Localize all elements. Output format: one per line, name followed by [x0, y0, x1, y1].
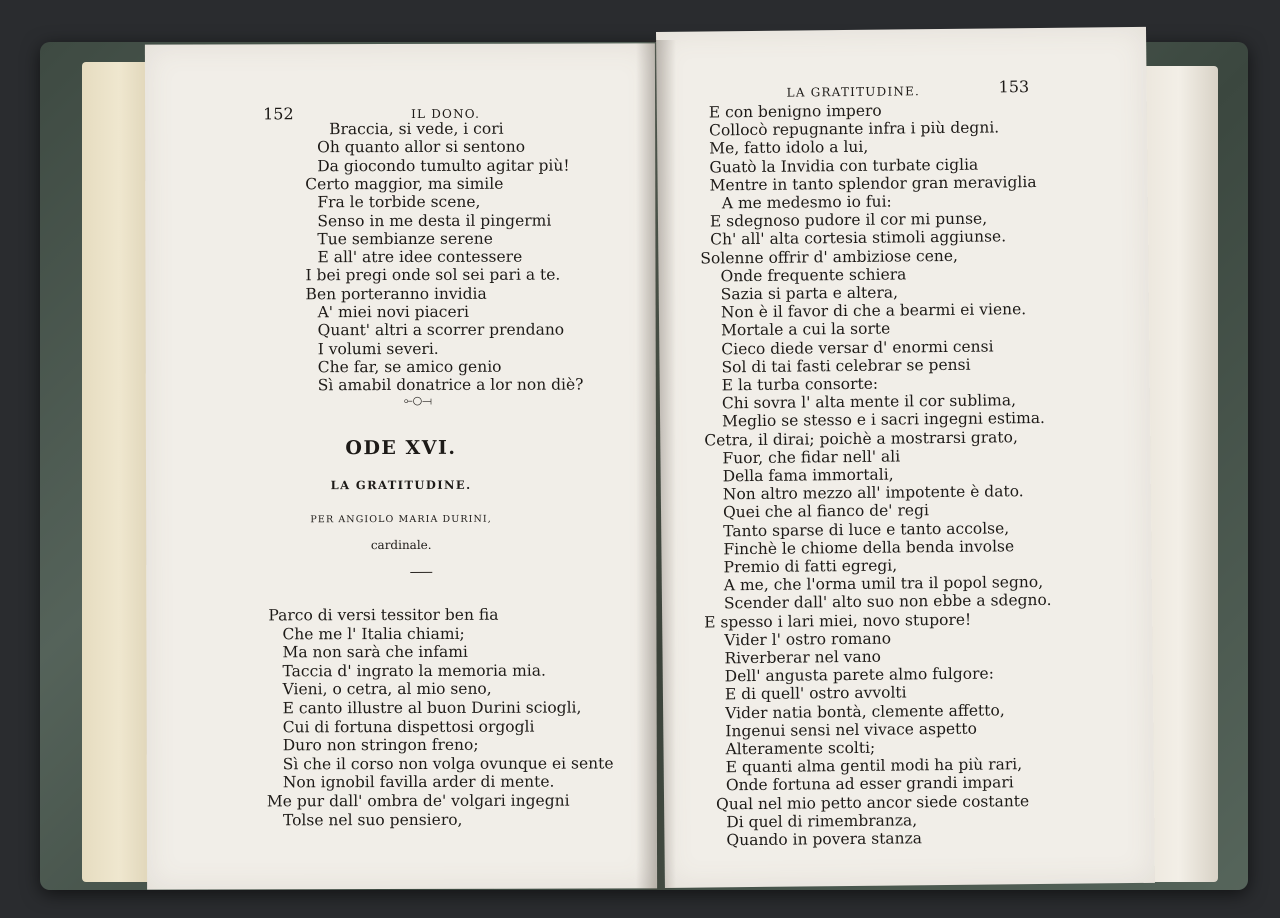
verse-line: Ingenui sensi nel vivace aspetto — [725, 719, 978, 741]
verse-line: Sazia si parta e altera, — [720, 283, 899, 304]
verse-line: Collocò repugnante infra i più degni. — [708, 118, 1000, 140]
verse-line: Me pur dall' ombra de' volgari ingegni — [266, 791, 570, 811]
verse-line: Me, fatto idolo a lui, — [709, 138, 869, 158]
verse-line: E sdegnoso pudore il cor mi punse, — [709, 209, 988, 231]
verse-line: Mentre in tanto splendor gran meraviglia — [709, 172, 1037, 195]
verse-line: Chi sovra l' alta mente il cor sublima, — [721, 391, 1017, 413]
verse-line: A' miei novi piaceri — [317, 302, 470, 322]
verse-line: A me medesmo io fui: — [721, 192, 892, 213]
verse-line: Finchè le chiome della benda involse — [723, 537, 1015, 559]
verse-line: Di quel di rimembranza, — [726, 811, 918, 832]
verse-line: Vider l' ostro romano — [724, 629, 892, 650]
verse-line: Ben porteranno invidia — [305, 284, 487, 303]
verse-line: Taccia d' ingrato la memoria mia. — [282, 661, 546, 681]
running-head: LA GRATITUDINE. — [786, 84, 921, 100]
right-page — [656, 27, 1155, 888]
verse-line: Non è il favor di che a bearmi ei viene. — [720, 300, 1027, 322]
verse-line: Non ignobil favilla arder di mente. — [282, 772, 555, 792]
verse-line: Fuor, che fidar nell' ali — [722, 447, 901, 468]
verse-line: Qual nel mio petto ancor siede costante — [715, 791, 1030, 814]
verse-line: Braccia, si vede, i cori — [329, 119, 504, 139]
verse-line: A me, che l'orma umil tra il popol segno, — [723, 573, 1044, 595]
verse-line: Dell' angusta parete almo fulgore: — [724, 664, 994, 686]
verse-line: Da giocondo tumulto agitar più! — [317, 156, 570, 175]
verse-line: Senso in me desta il pingermi — [317, 211, 552, 230]
verse-line: Tolse nel suo pensiero, — [282, 810, 463, 829]
verse-line: Onde fortuna ad esser grandi impari — [725, 773, 1014, 795]
verse-line: Parco di versi tessitor ben fia — [268, 605, 499, 625]
ornament-divider: ⟜○⟞ — [403, 393, 432, 407]
verse-line: Sì che il corso non volga ovunque ei sente — [282, 754, 614, 774]
verse-line: Quando in povera stanza — [726, 829, 923, 850]
page-number: 152 — [263, 104, 294, 124]
verse-line: Quant' altri a scorrer prendano — [317, 320, 565, 340]
verse-line: Non altro mezzo all' impotente è dato. — [722, 482, 1024, 504]
verse-line: Ch' all' alta cortesia stimoli aggiunse. — [710, 227, 1007, 249]
verse-line: Riverberar nel vano — [724, 647, 882, 668]
page-number: 153 — [998, 77, 1030, 97]
verse-line: Tanto sparse di luce e tanto accolse, — [723, 518, 1010, 540]
verse-line: Alteramente scolti; — [725, 738, 876, 759]
verse-line: E all' atre idee contessere — [317, 247, 523, 267]
verse-line: Onde frequente schiera — [720, 265, 907, 286]
verse-line: Scender dall' alto suo non ebbe a sdegno. — [723, 591, 1052, 613]
dedication-role: cardinale. — [370, 537, 432, 553]
verse-line: I volumi severi. — [317, 339, 439, 358]
verse-line: Duro non stringon freno; — [282, 735, 479, 755]
verse-line: Ma non sarà che infami — [282, 643, 468, 662]
verse-line: Che me l' Italia chiami; — [282, 624, 465, 643]
verse-line: E di quell' ostro avvolti — [724, 683, 907, 704]
left-page — [145, 43, 657, 889]
verse-line: Tue sembianze serene — [317, 229, 493, 249]
running-head: IL DONO. — [411, 106, 481, 121]
verse-line: E la turba consorte: — [721, 374, 879, 395]
ode-title: ODE XVI. — [345, 436, 457, 460]
ode-subtitle: LA GRATITUDINE. — [330, 477, 472, 493]
verse-line: Quei che al fianco de' regi — [722, 501, 930, 522]
verse-line: Solenne offrir d' ambiziose cene, — [700, 246, 959, 268]
verse-line: Sol di tai fasti celebrar se pensi — [721, 355, 971, 377]
verse-line: E canto illustre al buon Durini sciogli, — [282, 698, 582, 718]
verse-line: Della fama immortali, — [722, 465, 894, 486]
verse-line: Cetra, il dirai; poichè a mostrarsi grato, — [704, 427, 1018, 450]
verse-line: Sì amabil donatrice a lor non diè? — [317, 375, 584, 395]
verse-line: E con benigno impero — [708, 101, 882, 122]
short-rule — [410, 572, 432, 573]
verse-line: Oh quanto allor si sentono — [317, 137, 526, 157]
verse-line: Che far, se amico genio — [317, 357, 502, 377]
verse-line: E quanti alma gentil modi ha più rari, — [725, 755, 1023, 777]
verse-line: Cui di fortuna dispettosi orgogli — [282, 717, 535, 736]
verse-line: I bei pregi onde sol sei pari a te. — [305, 265, 561, 285]
verse-line: Premio di fatti egregi, — [723, 556, 898, 577]
verse-line: Vieni, o cetra, al mio seno, — [282, 680, 492, 699]
book-gutter — [636, 40, 676, 890]
verse-line: Vider natia bontà, clemente affetto, — [725, 700, 1005, 722]
dedication: PER ANGIOLO MARIA DURINI, — [310, 513, 492, 526]
verse-line: Fra le torbide scene, — [317, 192, 481, 212]
verse-line: Certo maggior, ma simile — [305, 174, 504, 194]
verse-line: Guatò la Invidia con turbate ciglia — [709, 155, 979, 177]
verse-line: Mortale a cui la sorte — [721, 319, 891, 340]
verse-line: Cieco diede versar d' enormi censi — [721, 337, 994, 358]
verse-line: Meglio se stesso e i sacri ingegni estima. — [721, 409, 1046, 431]
verse-line: E spesso i lari miei, novo stupore! — [704, 610, 972, 632]
